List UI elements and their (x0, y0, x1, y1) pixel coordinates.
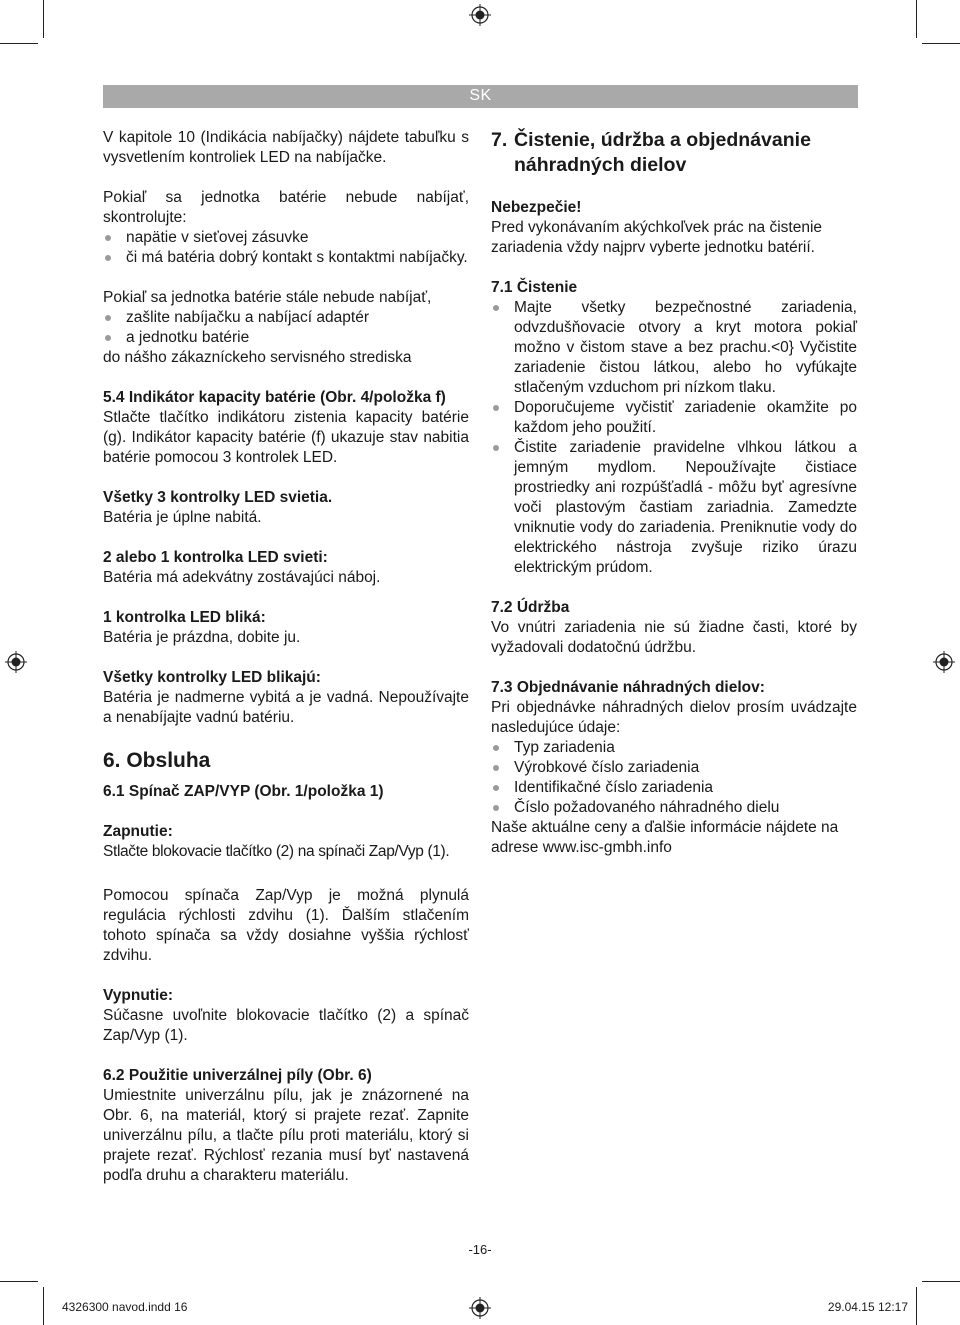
registration-mark-icon (469, 1297, 491, 1319)
paragraph: Batéria má adekvátny zostávajúci náboj. (103, 569, 381, 586)
crop-mark (916, 0, 917, 38)
registration-mark-icon (469, 4, 491, 26)
list-item: či má batéria dobrý kontakt s kontaktmi nabíjačky. (103, 248, 469, 268)
crop-mark (916, 1287, 917, 1325)
paragraph: Súčasne uvoľnite blokovacie tlačítko (2) a spínač Zap/Vyp (1). (103, 1007, 469, 1044)
language-header-bar (103, 85, 858, 108)
subheading: Zapnutie: (103, 823, 173, 840)
chapter-heading (491, 128, 857, 178)
warning-heading: Nebezpečie! (491, 199, 582, 216)
paragraph: Pri objednávke náhradných dielov prosím uvádzajte nasledujúce údaje: (491, 699, 857, 736)
paragraph: Batéria je prázdna, dobite ju. (103, 629, 301, 646)
list-item: napätie v sieťovej zásuvke (103, 228, 469, 248)
list-item: Výrobkové číslo zariadenia (491, 758, 857, 778)
section-heading: 5.4 Indikátor kapacity batérie (Obr. 4/položka f) (103, 389, 446, 406)
crop-mark (0, 43, 38, 44)
paragraph: Stlačte blokovacie tlačítko (2) na spínači Zap/Vyp (1). (103, 843, 450, 860)
crop-mark (922, 43, 960, 44)
chapter-title-line: náhradných dielov (514, 154, 687, 176)
paragraph: do nášho zákazníckeho servisného strediska (103, 349, 412, 366)
list-item: zašlite nabíjačku a nabíjací adaptér (103, 308, 469, 328)
section-heading: 6.1 Spínač ZAP/VYP (Obr. 1/položka 1) (103, 783, 384, 800)
list-item: Majte všetky bezpečnostné zariadenia, odvzdušňovacie otvory a kryt motora pokiaľ možno v čistom stave a bez prachu.<0} Vyčistite zariadenie čistou látkou, alebo ho vyfúkajte stlačeným vzduchom pri nízkom tlaku. (491, 298, 857, 398)
bullet-list (103, 308, 469, 348)
list-item: Doporučujeme vyčistiť zariadenie okamžite po každom jeho použití. (491, 398, 857, 438)
subheading: 1 kontrolka LED bliká: (103, 609, 266, 626)
footer-file-info: 4326300 navod.indd 16 (62, 1300, 188, 1314)
paragraph: Pokiaľ sa jednotka batérie nebude nabíjať, skontrolujte: (103, 189, 469, 226)
crop-mark (43, 0, 44, 38)
paragraph: Umiestnite univerzálnu pílu, jak je znázornené na Obr. 6, na materiál, ktorý si prajete rezať. Zapnite univerzálnu pílu, a tlačte pílu proti materiálu, ktorý si prajete rezať. Rýchlosť rezania musí byť nastavená podľa druhu a charakteru materiálu. (103, 1087, 469, 1184)
list-item: Typ zariadenia (491, 738, 857, 758)
list-item: Číslo požadovaného náhradného dielu (491, 798, 857, 818)
subheading: Vypnutie: (103, 987, 174, 1004)
crop-mark (43, 1287, 44, 1325)
crop-mark (0, 1281, 38, 1282)
chapter-title-line: Čistenie, údržba a objednávanie (514, 129, 811, 151)
subheading: 2 alebo 1 kontrolka LED svieti: (103, 549, 328, 566)
bullet-list (103, 228, 469, 268)
bullet-list (491, 738, 857, 818)
bullet-list (491, 298, 857, 578)
section-heading: 7.2 Údržba (491, 599, 570, 616)
subheading: Všetky kontrolky LED blikajú: (103, 669, 321, 686)
paragraph: Batéria je úplne nabitá. (103, 509, 262, 526)
section-heading: 7.3 Objednávanie náhradných dielov: (491, 679, 765, 696)
chapter-number: 7. (491, 129, 508, 151)
left-column (103, 128, 469, 1186)
paragraph: V kapitole 10 (Indikácia nabíjačky) nájdete tabuľku s vysvetlením kontroliek LED na nabíjačke. (103, 129, 469, 166)
page-number: -16- (468, 1242, 492, 1257)
paragraph: Pomocou spínača Zap/Vyp je možná plynulá regulácia rýchlosti zdvihu (1). Ďalším stlačením tohoto spínača sa vždy dosiahne vyššia rýchlosť zdvihu. (103, 887, 469, 964)
list-item: Identifikačné číslo zariadenia (491, 778, 857, 798)
registration-mark-icon (5, 651, 27, 673)
crop-mark (922, 1281, 960, 1282)
paragraph: Batéria je nadmerne vybitá a je vadná. Nepoužívajte a nenabíjajte vadnú batériu. (103, 689, 469, 726)
list-item: a jednotku batérie (103, 328, 469, 348)
paragraph: Pokiaľ sa jednotka batérie stále nebude nabíjať, (103, 289, 432, 306)
footer-date: 29.04.15 12:17 (827, 1300, 908, 1314)
paragraph: Vo vnútri zariadenia nie sú žiadne časti, ktoré by vyžadovali dodatočnú údržbu. (491, 619, 857, 656)
registration-mark-icon (933, 651, 955, 673)
section-heading: 7.1 Čistenie (491, 279, 578, 296)
right-column (491, 128, 857, 858)
section-heading: 6.2 Použitie univerzálnej píly (Obr. 6) (103, 1067, 372, 1084)
list-item: Čistite zariadenie pravidelne vlhkou látkou a jemným mydlom. Nepoužívajte čistiace prostriedky ani rozpúšťadlá - môžu byť agresívne voči plastovým častiam zariadnia. Zamedzte vniknutie vody do zariadenia. Preniknutie vody do elektrického nástroja zvyšuje riziko úrazu elektrickým prúdom. (491, 438, 857, 578)
chapter-heading: 6. Obsluha (103, 749, 211, 772)
paragraph: Stlačte tlačítko indikátoru zistenia kapacity batérie (g). Indikátor kapacity batérie (f) ukazuje stav nabitia batérie pomocou 3 kontrolek LED. (103, 409, 469, 466)
language-label: SK (469, 87, 492, 104)
paragraph: Naše aktuálne ceny a ďalšie informácie nájdete na adrese www.isc-gmbh.info (491, 819, 839, 856)
subheading: Všetky 3 kontrolky LED svietia. (103, 489, 333, 506)
paragraph: Pred vykonávaním akýchkoľvek prác na čistenie zariadenia vždy najprv vyberte jednotku batérií. (491, 219, 823, 256)
